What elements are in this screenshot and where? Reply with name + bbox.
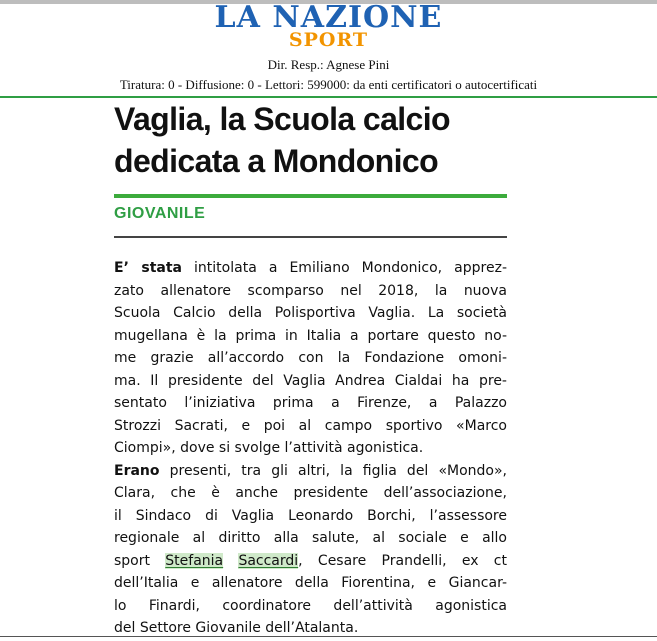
body-line: E’ stata intitolata a Emiliano Mondonico, apprez- bbox=[114, 260, 507, 276]
paragraph-1-lead: E’ stata bbox=[114, 260, 182, 276]
body-line: sport Stefania Saccardi, Cesare Prandelli, ex ct bbox=[114, 552, 507, 569]
body-line: dell’Italia e allenatore della Fiorentina, e Giancar- bbox=[114, 575, 507, 591]
body-line: Ciompi», dove si svolge l’attività agonistica. bbox=[114, 440, 424, 456]
body-line: Erano presenti, tra gli altri, la figlia del «Mondo», bbox=[114, 462, 507, 479]
director-line: Dir. Resp.: Agnese Pini bbox=[267, 57, 390, 72]
highlighted-name-last[interactable]: Saccardi bbox=[238, 552, 299, 569]
body-line: Clara, che è anche presidente dell’associazione, bbox=[114, 485, 507, 501]
body-line: il Sindaco di Vaglia Leonardo Borchi, l’assessore bbox=[114, 507, 507, 524]
circulation-line: Tiratura: 0 - Diffusione: 0 - Lettori: 599000: da enti certificatori o autocertificati bbox=[119, 77, 538, 92]
headline-line-1: Vaglia, la Scuola calcio bbox=[114, 101, 450, 137]
logo-la: LA bbox=[214, 0, 261, 35]
body-line: lo Finardi, coordinatore dell’attività agonistica bbox=[114, 597, 507, 614]
body-line: Strozzi Sacrati, e poi al campo sportivo «Marco bbox=[114, 417, 507, 434]
highlighted-name-first[interactable]: Stefania bbox=[165, 552, 224, 569]
body-line: ma. Il presidente del Vaglia Andrea Cialdai ha pre- bbox=[114, 372, 507, 389]
body-line: mugellana è la prima in Italia a portare questo no- bbox=[114, 327, 507, 344]
section-divider bbox=[114, 236, 507, 238]
article-headline bbox=[114, 98, 514, 182]
section-top-bar bbox=[114, 194, 507, 198]
body-line: Scuola Calcio della Polisportiva Vaglia. La società bbox=[114, 305, 507, 321]
body-line: del Settore Giovanile dell’Atalanta. bbox=[114, 620, 359, 636]
headline-line-2: dedicata a Mondonico bbox=[114, 143, 439, 179]
section-label: GIOVANILE bbox=[114, 205, 206, 222]
logo-sport: SPORT bbox=[288, 29, 369, 51]
body-line: sentato l’iniziativa prima a Firenze, a Palazzo bbox=[114, 395, 507, 411]
body-line: regionale al diritto alla salute, al sociale e allo bbox=[114, 530, 507, 546]
body-line: me grazie all’accordo con la Fondazione omoni- bbox=[114, 350, 507, 366]
bottom-divider bbox=[0, 636, 657, 637]
body-line: zato allenatore scomparso nel 2018, la nuova bbox=[114, 282, 507, 299]
article-body bbox=[114, 257, 507, 640]
paragraph-2-lead: Erano bbox=[114, 462, 160, 479]
logo-nazione: NAZIONE bbox=[272, 0, 443, 35]
